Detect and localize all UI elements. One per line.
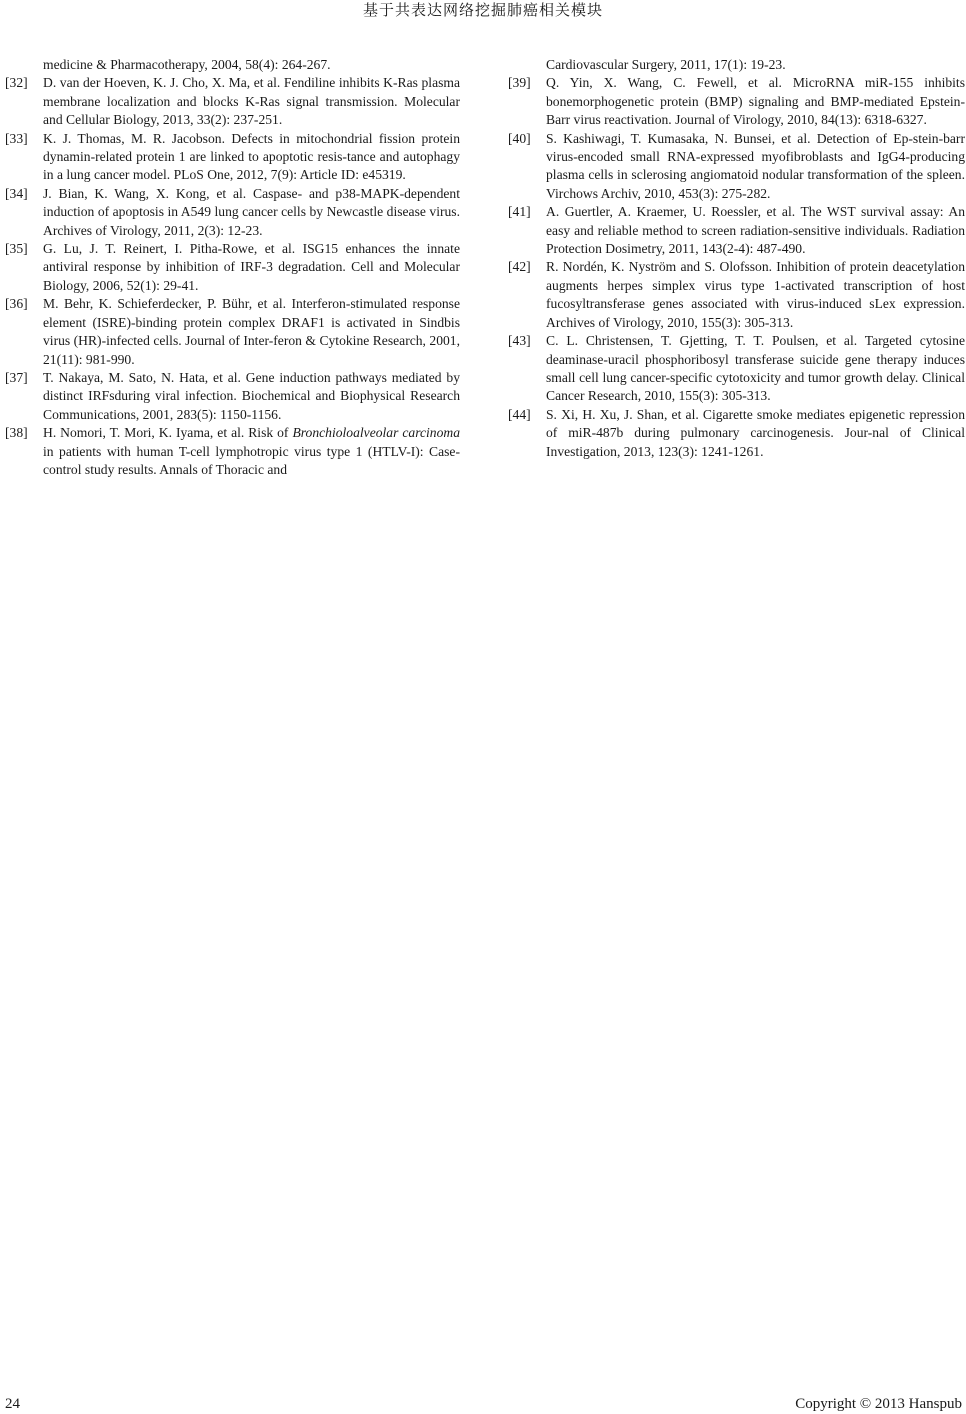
right-column (508, 56, 965, 461)
reference-continuation: medicine & Pharmacotherapy, 2004, 58(4): 264-267. (43, 57, 331, 72)
reference-text: T. Nakaya, M. Sato, N. Hata, et al. Gene induction pathways mediated by distinct IRFsduring viral infection. Biochemical and Biophysical Research Communications, 2001, 283(5): 1150-1156. (43, 369, 460, 422)
reference-39 (508, 74, 965, 129)
reference-36 (5, 295, 460, 369)
reference-40 (508, 130, 965, 204)
reference-number: [32] (5, 75, 28, 91)
reference-number: [42] (508, 259, 531, 275)
reference-text: J. Bian, K. Wang, X. Kong, et al. Caspase- and p38-MAPK-dependent induction of apoptosis in A549 lung cancer cells by Newcastle disease virus. Archives of Virology, 2011, 2(3): 12-23. (43, 185, 460, 238)
reference-text: M. Behr, K. Schieferdecker, P. Bühr, et al. Interferon-stimulated response element (ISRE)-binding protein complex DRAF1 is activated in Sindbis virus (HR)-infected cells. Journal of Inter-feron & Cytokine Research, 2001, 21(11): 981-990. (43, 296, 460, 367)
reference-34 (5, 185, 460, 240)
page-number: 24 (5, 1396, 20, 1412)
reference-number: [33] (5, 130, 28, 146)
left-column (5, 56, 460, 479)
reference-38 (5, 424, 460, 479)
reference-text-start: H. Nomori, T. Mori, K. Iyama, et al. Risk of (43, 425, 293, 441)
reference-number: [39] (508, 75, 531, 91)
reference-number: [38] (5, 425, 28, 441)
reference-number: [40] (508, 130, 531, 146)
reference-italic-term: Bronchioloalveolar carcinoma (292, 425, 460, 441)
reference-text: Q. Yin, X. Wang, C. Fewell, et al. MicroRNA miR-155 inhibits bonemorphogenetic protein (BMP) signaling and BMP-mediated Epstein-Barr virus reactivation. Journal of Virology, 2010, 84(13): 6318-6327. (546, 75, 965, 128)
reference-33 (5, 130, 460, 185)
reference-number: [43] (508, 333, 531, 349)
reference-text (43, 424, 460, 479)
reference-text: S. Xi, H. Xu, J. Shan, et al. Cigarette smoke mediates epigenetic repression of miR-487b during pulmonary carcinogenesis. Jour-nal of Clinical Investigation, 2013, 123(3): 1241-1261. (546, 406, 965, 459)
reference-text-end: in patients with human T-cell lymphotropic virus type 1 (HTLV-I): Case-control study results. Annals of Thoracic and (43, 443, 460, 477)
reference-text: S. Kashiwagi, T. Kumasaka, N. Bunsei, et al. Detection of Ep-stein-barr virus-encoded small RNA-expressed myofibroblasts and IgG4-producing plasma cells in sclerosing angiomatoid nodular transformation of the spleen. Virchows Archiv, 2010, 453(3): 275-282. (546, 130, 965, 201)
copyright-notice: Copyright © 2013 Hanspub (795, 1396, 962, 1412)
reference-text: C. L. Christensen, T. Gjetting, T. T. Poulsen, et al. Targeted cytosine deaminase-uracil phosphoribosyl transferase suicide gene therapy induces small cell lung cancer-specific cytotoxicity and tumor growth delay. Clinical Cancer Research, 2010, 155(3): 305-313. (546, 333, 965, 404)
reference-number: [44] (508, 406, 531, 422)
reference-37 (5, 369, 460, 424)
reference-number: [34] (5, 185, 28, 201)
reference-number: [37] (5, 369, 28, 385)
reference-text: G. Lu, J. T. Reinert, I. Pitha-Rowe, et al. ISG15 enhances the innate antiviral response by inhibition of IRF-3 degradation. Cell and Molecular Biology, 2006, 52(1): 29-41. (43, 241, 460, 293)
running-header: 基于共表达网络挖掘肺癌相关模块 (362, 1, 603, 19)
reference-43 (508, 332, 965, 406)
reference-text: A. Guertler, A. Kraemer, U. Roessler, et al. The WST survival assay: An easy and reliable method to screen radiation-sensitive individuals. Radiation Protection Dosimetry, 2011, 143(2-4): 487-490. (546, 204, 965, 257)
reference-text: D. van der Hoeven, K. J. Cho, X. Ma, et al. Fendiline inhibits K-Ras plasma membrane localization and blocks K-Ras signal transmission. Molecular and Cellular Biology, 2013, 33(2): 237-251. (43, 75, 460, 128)
reference-text: K. J. Thomas, M. R. Jacobson. Defects in mitochondrial fission protein dynamin-related protein 1 are linked to apoptotic resis-tance and autophagy in a lung cancer model. PLoS One, 2012, 7(9): Article ID: e45319. (43, 130, 460, 183)
reference-32 (5, 74, 460, 129)
reference-35 (5, 240, 460, 295)
reference-number: [41] (508, 204, 531, 220)
reference-text: R. Nordén, K. Nyström and S. Olofsson. Inhibition of protein deacetylation augments herpes simplex virus type 1-activated transcription of host fucosyltransferase genes associated with virus-induced sLex expression. Archives of Virology, 2010, 155(3): 305-313. (546, 259, 965, 330)
reference-number: [36] (5, 296, 28, 312)
reference-44 (508, 406, 965, 461)
reference-number: [35] (5, 241, 28, 257)
reference-42 (508, 258, 965, 332)
reference-41 (508, 203, 965, 258)
reference-continuation: Cardiovascular Surgery, 2011, 17(1): 19-23. (546, 57, 786, 72)
